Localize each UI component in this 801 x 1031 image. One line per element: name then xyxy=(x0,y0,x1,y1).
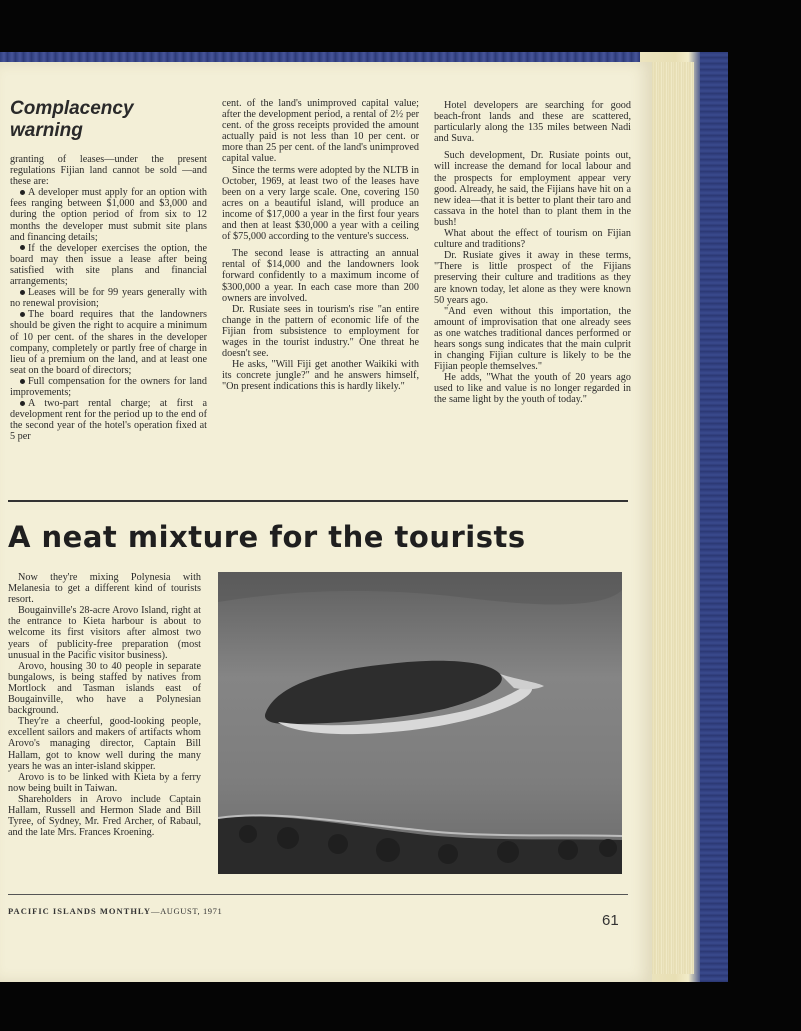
page-footer xyxy=(8,906,222,916)
article1-column-1 xyxy=(10,98,207,442)
issue-date: —AUGUST, 1971 xyxy=(150,906,223,916)
paragraph: Dr. Rusiate sees in tourism's rise "an entire change in the pattern of economic life of the Fijian from subsistence to employment for wages in the tourist industry." One threat he doesn't see. xyxy=(222,303,419,360)
paragraph: He asks, "Will Fiji get another Waikiki with its concrete jungle?" and he answers himself, "On present indications this is hardly likely." xyxy=(222,359,419,393)
bullet-icon xyxy=(20,379,25,384)
article1-title: Complacency warning xyxy=(10,98,134,141)
bullet-item: Leases will be for 99 years generally with no renewal provision; xyxy=(10,287,207,310)
section-divider xyxy=(8,500,628,502)
paragraph: Hotel developers are searching for good beach-front lands and these are scattered, particularly along the 135 miles between Nadi and Suva. xyxy=(434,100,631,145)
bullet-icon xyxy=(20,401,25,406)
bullet-icon xyxy=(20,245,25,250)
island-photo-graphic xyxy=(218,572,622,874)
paragraph: Since the terms were adopted by the NLTB in October, 1969, at least two of the leases have been on a very large scale. One, covering 150 acres on a beautiful island, will produce an income of $17,000 a year in the first four years and then at least $30,000 a year with a ceiling of $75,000 according to the venture's success. xyxy=(222,164,419,243)
paragraph: Bougainville's 28-acre Arovo Island, right at the entrance to Kieta harbour is about to welcome its first visitors after almost two years of publicity-free preparation (most unusual in the Pacific visitor business). xyxy=(8,605,201,661)
paragraph: Dr. Rusiate gives it away in these terms, "There is little prospect of the Fijians preserving their culture and traditions as they are known today, let alone as they were known 50 years ago. xyxy=(434,250,631,306)
paragraph: "And even without this importation, the amount of improvisation that one already sees as one watches traditional dances performed or hears songs sung indicates that the main culprit in changing Fijian culture is likely to be the Fijian people themselves." xyxy=(434,305,631,373)
bullet-item: If the developer exercises the option, the board may then issue a lease after being satisfied with site plans and financial arrangements; xyxy=(10,242,207,288)
footer-rule xyxy=(8,894,628,895)
bullet-item: The board requires that the landowners should be given the right to acquire a minimum of 10 per cent. of the shares in the developer company, completely or partly free of charge in lieu of a premium on the land, and at least one seat on the board of directors; xyxy=(10,309,207,376)
article1-column-3 xyxy=(434,100,631,406)
paragraph: He adds, "What the youth of 20 years ago used to like and value is no longer regarded in the same light by the youth of today." xyxy=(434,372,631,406)
paragraph: What about the effect of tourism on Fijian culture and traditions? xyxy=(434,228,631,251)
paragraph: granting of leases—under the present regulations Fijian land cannot be sold —and these are: xyxy=(10,154,207,188)
article1-column-2 xyxy=(222,98,419,392)
binding-top-band xyxy=(0,52,700,62)
bullet-icon xyxy=(20,190,25,195)
bullet-item: Full compensation for the owners for land improvements; xyxy=(10,375,207,398)
page-edges xyxy=(648,62,694,974)
page-number: 61 xyxy=(602,912,619,929)
paragraph: Arovo, housing 30 to 40 people in separate bungalows, is being staffed by natives from Mortlock and Tasman islands east of Bougainville, who have a Polynesian background. xyxy=(8,660,201,717)
bullet-icon xyxy=(20,290,25,295)
paragraph: Now they're mixing Polynesia with Melanesia to get a different kind of tourists resort. xyxy=(8,572,201,606)
bullet-icon xyxy=(20,312,25,317)
bullet-item: A two-part rental charge; at first a development rent for the period up to the end of the second year of the hotel's operation fixed at 5 per xyxy=(10,398,207,443)
paragraph: The second lease is attracting an annual rental of $14,000 and the landowners look forward confidently to a maximum income of $300,000 a year. In each case more than 200 owners are involved. xyxy=(222,248,419,304)
paragraph: cent. of the land's unimproved capital value; after the development period, a rental of 2½ per cent. of the gross receipts provided the amount actually paid is not less than 10 per cent. or more than 25 per cent. of the land's unimproved capital value. xyxy=(222,98,419,165)
paragraph: They're a cheerful, good-looking people, excellent sailors and makers of artifacts whom Arovo's managing director, Captain Bill Hallam, got to know well during the many years he was an inter-island skipper. xyxy=(8,716,201,772)
publication-name: PACIFIC ISLANDS MONTHLY xyxy=(8,906,151,916)
article2-title: A neat mixture for the tourists xyxy=(8,520,526,554)
paragraph: Such development, Dr. Rusiate points out, will increase the demand for local labour and the prospects for employment appear very good. Already, he said, the Fijians have hit on a new idea—that it is better to plant their taro and cassava in the hotel than to plant them in the bush! xyxy=(434,150,631,228)
bullet-item: A developer must apply for an option with fees ranging between $1,000 and $3,000 and during the option period of from six to 12 months the developer must submit site plans and financing details; xyxy=(10,187,207,243)
island-aerial-photo xyxy=(218,572,622,874)
paragraph: Shareholders in Arovo include Captain Hallam, Russell and Hermon Slade and Bill Tyree, of Sydney, Mr. Fred Archer, of Rabaul, and the late Mrs. Frances Kroening. xyxy=(8,793,201,839)
paragraph: Arovo is to be linked with Kieta by a ferry now being built in Taiwan. xyxy=(8,771,201,794)
article2-column xyxy=(8,572,201,838)
binding-cover-edge xyxy=(700,52,728,982)
